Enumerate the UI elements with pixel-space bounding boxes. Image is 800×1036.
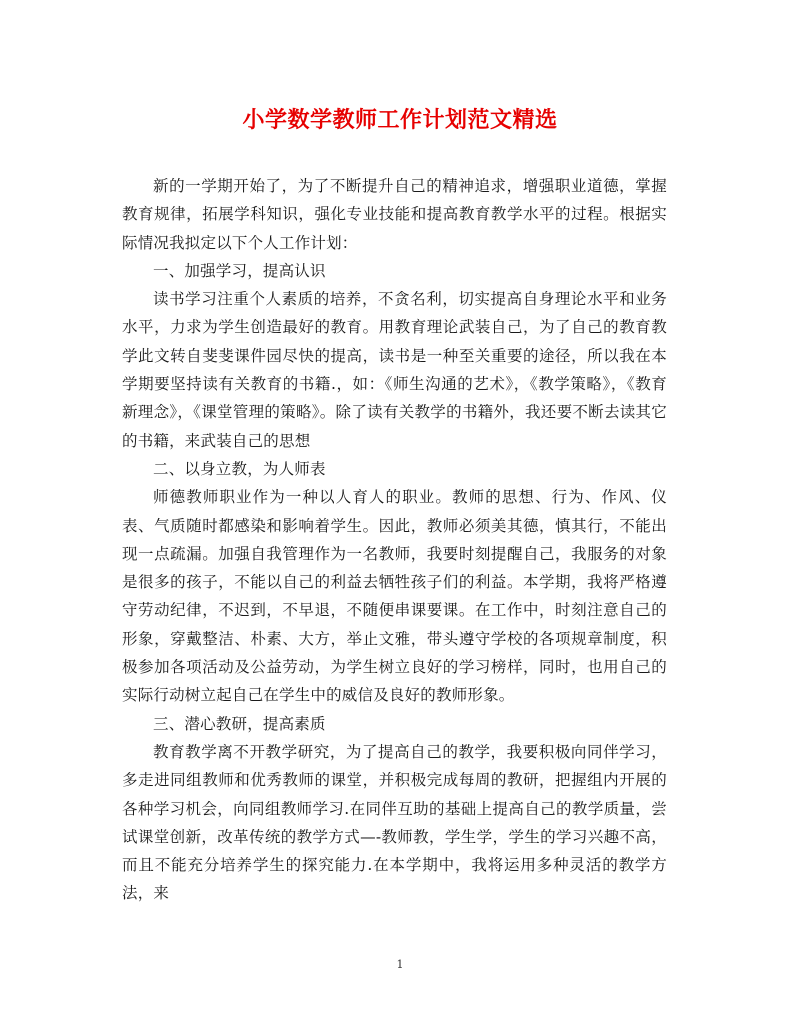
document-title: 小学数学教师工作计划范文精选 [242,107,558,133]
section-paragraph-1: 读书学习注重个人素质的培养，不贪名利，切实提高自身理论水平和业务水平，力求为学生创造最好的教育。用教育理论武装自己，为了自己的教育教学此文转自斐斐课件园尽快的提高，读书是一种至关重要的途径，所以我在本学期要坚持读有关教育的书籍.，如：《师生沟通的艺术》，《教学策略》，《教育新理念》，《课堂管理的策略》。除了读有关教学的书籍外，我还要不断去读其它的书籍，来武装自己的思想 [122,290,667,450]
section-paragraph-3: 教育教学离不开教学研究，为了提高自己的教学，我要积极向同伴学习，多走进同组教师和优秀教师的课堂，并积极完成每周的教研，把握组内开展的各种学习机会，向同组教师学习.在同伴互助的基础上提高自己的教学质量，尝试课堂创新，改革传统的教学方式—-教师教，学生学，学生的学习兴趣不高，而且不能充分培养学生的探究能力.在本学期中，我将运用多种灵活的教学方法，来 [122,742,667,903]
intro-paragraph: 新的一学期开始了，为了不断提升自己的精神追求，增强职业道德，掌握教育规律，拓展学科知识，强化专业技能和提高教育教学水平的过程。根据实际情况我拟定以下个人工作计划： [122,177,667,252]
section-heading-1: 一、加强学习，提高认识 [153,261,326,280]
page-number: 1 [396,958,404,971]
document-body [122,172,667,908]
section-heading-3: 三、潜心教研，提高素质 [153,714,326,733]
section-heading-2: 二、以身立教，为人师表 [153,459,326,478]
section-paragraph-2: 师德教师职业作为一种以人育人的职业。教师的思想、行为、作风、仪表、气质随时都感染和影响着学生。因此，教师必须美其德，慎其行，不能出现一点疏漏。加强自我管理作为一名教师，我要时刻提醒自己，我服务的对象是很多的孩子，不能以自己的利益去牺牲孩子们的利益。本学期，我将严格遵守劳动纪律，不迟到，不早退，不随便串课要课。在工作中，时刻注意自己的形象，穿戴整洁、朴素、大方，举止文雅，带头遵守学校的各项规章制度，积极参加各项活动及公益劳动，为学生树立良好的学习榜样，同时，也用自己的实际行动树立起自己在学生中的威信及良好的教师形象。 [122,488,667,705]
